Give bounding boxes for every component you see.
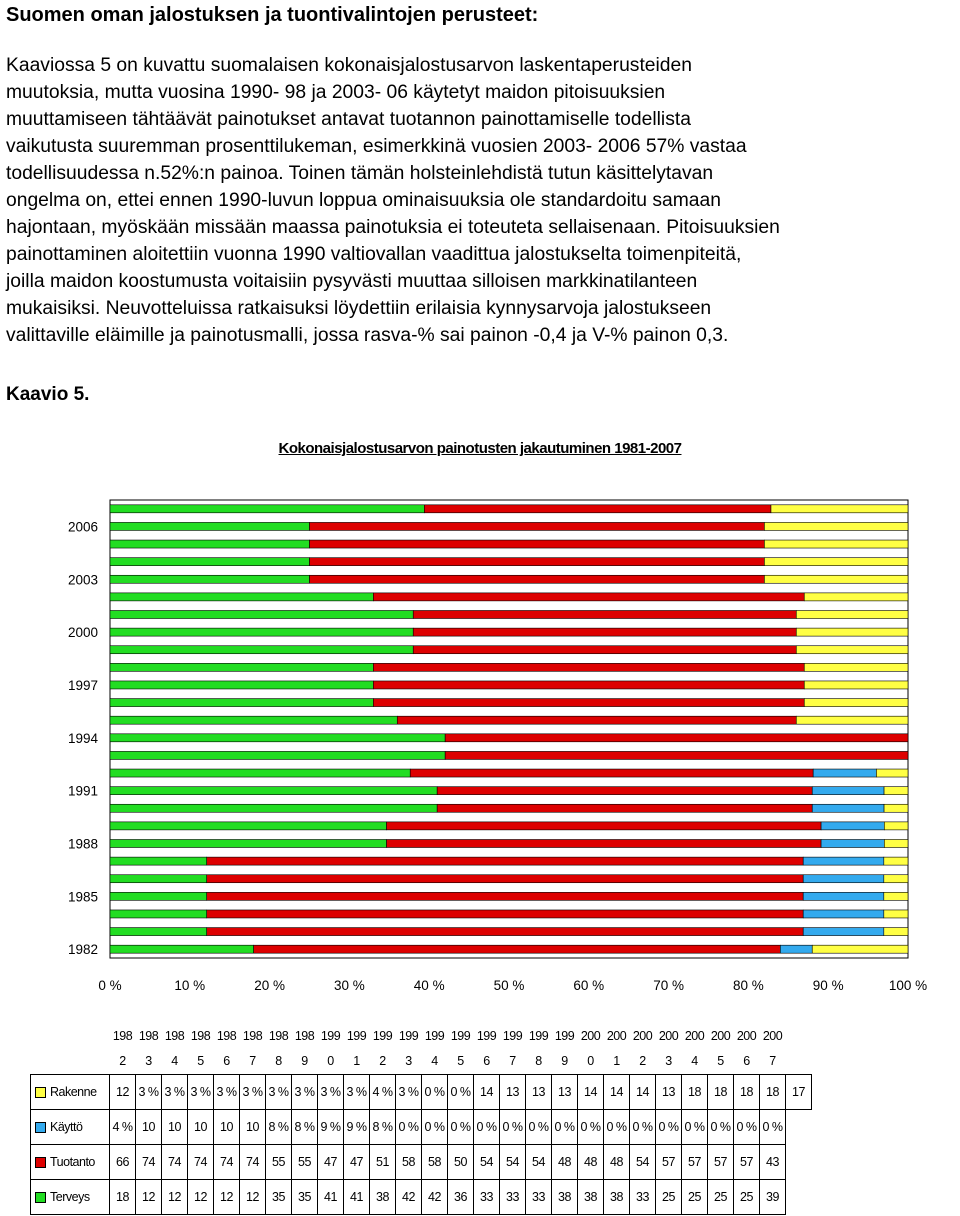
bar-segment-terveys — [110, 804, 437, 812]
table-cell: 3 % — [240, 1075, 266, 1110]
table-cell: 0 % — [682, 1110, 708, 1145]
table-year-header: 198 5 — [190, 1029, 211, 1068]
table-row — [31, 1075, 812, 1110]
x-tick-label: 20 % — [254, 978, 285, 993]
table-year-header: 198 7 — [242, 1029, 263, 1068]
legend-label: Tuotanto — [31, 1145, 110, 1180]
table-year-header: 200 4 — [684, 1029, 705, 1068]
table-year-header: 200 3 — [658, 1029, 679, 1068]
table-year-header: 199 6 — [476, 1029, 497, 1068]
bar-segment-tuotanto — [310, 540, 765, 548]
table-cell: 18 — [734, 1075, 760, 1110]
bar-segment-terveys — [110, 892, 207, 900]
bar-segment-terveys — [110, 663, 373, 671]
table-cell: 4 % — [370, 1075, 396, 1110]
table-cell: 13 — [552, 1075, 578, 1110]
table-year-header: 199 3 — [398, 1029, 419, 1068]
bar-segment-tuotanto — [413, 646, 796, 654]
table-cell: 14 — [474, 1075, 500, 1110]
table-cell: 38 — [552, 1180, 578, 1215]
table-cell: 0 % — [448, 1075, 474, 1110]
bar-segment-terveys — [110, 628, 413, 636]
table-cell: 12 — [136, 1180, 162, 1215]
bar-segment-tuotanto — [413, 611, 796, 619]
paragraph-line: painottaminen aloitettiin vuonna 1990 valtiovallan vaadittua jalostukselta toimenpiteitä, — [6, 244, 742, 265]
bar-segment-tuotanto — [373, 593, 804, 601]
legend-label: Terveys — [31, 1180, 110, 1215]
y-tick-label: 2006 — [67, 519, 98, 535]
x-tick-label: 40 % — [413, 978, 445, 993]
table-cell: 50 — [448, 1145, 474, 1180]
table-cell: 0 % — [448, 1110, 474, 1145]
x-tick-label: 70 % — [653, 978, 684, 993]
table-cell: 10 — [240, 1110, 266, 1145]
bar-segment-rakenne — [884, 910, 908, 918]
table-cell: 42 — [396, 1180, 422, 1215]
table-cell: 47 — [318, 1145, 344, 1180]
table-year-header: 199 1 — [346, 1029, 367, 1068]
table-cell: 13 — [500, 1075, 526, 1110]
y-tick-label: 1982 — [67, 942, 98, 958]
paragraph-line: Kaaviossa 5 on kuvattu suomalaisen kokonaisjalostusarvon laskentaperusteiden — [6, 55, 692, 76]
table-cell: 18 — [708, 1075, 734, 1110]
table-cell: 3 % — [188, 1075, 214, 1110]
bar-segment-terveys — [110, 558, 310, 566]
table-year-header: 198 4 — [164, 1029, 185, 1068]
y-tick-label: 1997 — [67, 677, 98, 693]
paragraph-line: todellisuudessa n.52%:n painoa. Toinen tämän holsteinlehdistä tutun käsittelytavan — [6, 163, 714, 184]
table-year-header: 200 7 — [762, 1029, 783, 1068]
page-heading: Suomen oman jalostuksen ja tuontivalintojen perusteet: — [6, 4, 539, 26]
x-tick-label: 90 % — [812, 978, 844, 993]
table-cell: 0 % — [630, 1110, 656, 1145]
bar-segment-rakenne — [764, 522, 908, 530]
table-cell: 0 % — [500, 1110, 526, 1145]
table-cell: 10 — [162, 1110, 188, 1145]
legend-swatch — [35, 1087, 46, 1098]
bar-segment-terveys — [110, 875, 207, 883]
bar-segment-rakenne — [884, 875, 908, 883]
table-cell: 25 — [734, 1180, 760, 1215]
bar-segment-tuotanto — [310, 575, 765, 583]
bar-segment-terveys — [110, 928, 207, 936]
bar-segment-rakenne — [884, 857, 908, 865]
legend-label: Rakenne — [31, 1075, 110, 1110]
bar-segment-tuotanto — [397, 716, 796, 724]
table-cell: 8 % — [370, 1110, 396, 1145]
table-cell: 33 — [500, 1180, 526, 1215]
table-corner — [31, 1024, 110, 1075]
y-tick-label: 1988 — [67, 836, 98, 852]
table-cell: 58 — [396, 1145, 422, 1180]
y-tick-label: 2000 — [67, 625, 98, 641]
table-year-header: 200 2 — [632, 1029, 653, 1068]
bar-segment-terveys — [110, 681, 373, 689]
table-cell: 9 % — [344, 1110, 370, 1145]
table-year-header: 198 9 — [294, 1029, 315, 1068]
table-cell: 10 — [188, 1110, 214, 1145]
table-year-header: 199 8 — [528, 1029, 549, 1068]
table-row — [31, 1110, 812, 1145]
table-cell: 3 % — [162, 1075, 188, 1110]
bar-segment-tuotanto — [310, 522, 765, 530]
bar-segment-käyttö — [780, 945, 812, 953]
table-cell: 33 — [526, 1180, 552, 1215]
paragraph-line: hajontaan, myöskään missään maassa painotuksia ei toteuteta sellaisenaan. Pitoisuuksien — [6, 217, 780, 238]
bar-segment-tuotanto — [437, 804, 812, 812]
table-year-header: 198 6 — [216, 1029, 237, 1068]
bar-segment-tuotanto — [373, 699, 804, 707]
table-cell: 39 — [760, 1180, 786, 1215]
bar-segment-tuotanto — [437, 787, 812, 795]
table-cell: 57 — [708, 1145, 734, 1180]
table-cell: 55 — [292, 1145, 318, 1180]
table-cell: 33 — [474, 1180, 500, 1215]
table-cell: 74 — [214, 1145, 240, 1180]
table-cell: 74 — [136, 1145, 162, 1180]
table-cell: 3 % — [292, 1075, 318, 1110]
bar-segment-käyttö — [813, 769, 876, 777]
bar-segment-terveys — [110, 611, 413, 619]
table-year-header: 200 6 — [736, 1029, 757, 1068]
table-cell: 38 — [604, 1180, 630, 1215]
paragraph-line: vaikutusta suuremman prosenttilukeman, esimerkkinä vuosien 2003- 2006 57% vastaa — [6, 136, 747, 157]
bar-segment-rakenne — [804, 663, 908, 671]
table-cell: 0 % — [656, 1110, 682, 1145]
table-cell: 13 — [526, 1075, 552, 1110]
table-year-header: 198 3 — [138, 1029, 159, 1068]
bar-segment-terveys — [110, 505, 424, 513]
table-cell: 0 % — [734, 1110, 760, 1145]
table-cell: 18 — [110, 1180, 136, 1215]
table-year-header: 199 7 — [502, 1029, 523, 1068]
table-cell: 41 — [318, 1180, 344, 1215]
table-year-header: 199 2 — [372, 1029, 393, 1068]
bar-segment-rakenne — [771, 505, 908, 513]
table-cell: 8 % — [292, 1110, 318, 1145]
bar-segment-rakenne — [812, 945, 908, 953]
bar-segment-rakenne — [796, 716, 908, 724]
bar-segment-käyttö — [803, 910, 884, 918]
paragraph-line: muuttamiseen tähtäävät painotukset antavat tuotannon painottamiselle todellista — [6, 109, 691, 130]
bar-segment-rakenne — [796, 646, 908, 654]
bar-segment-rakenne — [884, 840, 908, 848]
table-cell: 8 % — [266, 1110, 292, 1145]
y-tick-label: 1994 — [67, 730, 98, 746]
legend-label: Käyttö — [31, 1110, 110, 1145]
bar-segment-rakenne — [876, 769, 908, 777]
table-cell: 3 % — [214, 1075, 240, 1110]
bar-segment-käyttö — [812, 787, 884, 795]
table-cell: 57 — [734, 1145, 760, 1180]
table-cell: 12 — [162, 1180, 188, 1215]
bar-segment-terveys — [110, 822, 387, 830]
table-cell: 38 — [370, 1180, 396, 1215]
table-cell: 36 — [448, 1180, 474, 1215]
bar-segment-käyttö — [803, 892, 884, 900]
table-cell: 47 — [344, 1145, 370, 1180]
bar-segment-rakenne — [884, 787, 908, 795]
table-cell: 57 — [656, 1145, 682, 1180]
table-cell: 3 % — [136, 1075, 162, 1110]
bar-segment-tuotanto — [373, 681, 804, 689]
table-cell: 0 % — [474, 1110, 500, 1145]
bar-segment-terveys — [110, 522, 310, 530]
bar-segment-rakenne — [764, 540, 908, 548]
table-cell: 48 — [604, 1145, 630, 1180]
bar-segment-terveys — [110, 910, 207, 918]
bar-segment-tuotanto — [207, 928, 803, 936]
bar-segment-tuotanto — [445, 734, 908, 742]
x-tick-label: 30 % — [334, 978, 365, 993]
table-cell: 35 — [266, 1180, 292, 1215]
table-cell: 0 % — [396, 1110, 422, 1145]
table-cell: 55 — [266, 1145, 292, 1180]
table-cell: 48 — [578, 1145, 604, 1180]
paragraph-line: valittaville eläimille ja painotusmalli, jossa rasva-% sai painon -0,4 ja V-% painon 0,3. — [6, 325, 729, 346]
bar-segment-terveys — [110, 857, 207, 865]
bar-segment-rakenne — [796, 611, 908, 619]
table-cell: 13 — [656, 1075, 682, 1110]
table-cell: 33 — [630, 1180, 656, 1215]
bar-segment-tuotanto — [310, 558, 765, 566]
table-cell: 38 — [578, 1180, 604, 1215]
table-cell: 25 — [656, 1180, 682, 1215]
table-row — [31, 1180, 812, 1215]
table-year-header: 200 1 — [606, 1029, 627, 1068]
bar-segment-tuotanto — [445, 751, 908, 759]
bar-segment-terveys — [110, 699, 373, 707]
table-cell: 12 — [214, 1180, 240, 1215]
bar-segment-terveys — [110, 840, 387, 848]
table-cell: 4 % — [110, 1110, 136, 1145]
table-cell: 3 % — [396, 1075, 422, 1110]
bar-segment-tuotanto — [413, 628, 796, 636]
table-cell: 74 — [188, 1145, 214, 1180]
bar-segment-rakenne — [884, 928, 908, 936]
table-cell: 54 — [474, 1145, 500, 1180]
bar-segment-rakenne — [804, 681, 908, 689]
bar-segment-terveys — [110, 646, 413, 654]
bar-segment-terveys — [110, 593, 373, 601]
table-cell: 0 % — [708, 1110, 734, 1145]
chart-title: Kokonaisjalostusarvon painotusten jakautuminen 1981-2007 — [278, 440, 682, 457]
bar-segment-tuotanto — [254, 945, 781, 953]
x-tick-label: 10 % — [174, 978, 206, 993]
bar-segment-tuotanto — [373, 663, 804, 671]
table-row — [31, 1145, 812, 1180]
x-tick-label: 0 % — [98, 978, 122, 993]
bar-segment-tuotanto — [387, 840, 822, 848]
bar-segment-terveys — [110, 787, 437, 795]
bar-segment-rakenne — [764, 575, 908, 583]
bar-segment-rakenne — [884, 822, 908, 830]
table-cell: 41 — [344, 1180, 370, 1215]
bar-segment-tuotanto — [207, 910, 803, 918]
plot-frame — [110, 500, 908, 958]
bar-segment-rakenne — [884, 804, 908, 812]
table-cell: 0 % — [552, 1110, 578, 1145]
table-cell: 12 — [188, 1180, 214, 1215]
table-cell: 0 % — [422, 1075, 448, 1110]
bar-segment-terveys — [110, 716, 397, 724]
table-cell: 14 — [604, 1075, 630, 1110]
table-cell: 48 — [552, 1145, 578, 1180]
table-year-header: 200 5 — [710, 1029, 731, 1068]
table-cell: 0 % — [526, 1110, 552, 1145]
table-cell: 14 — [578, 1075, 604, 1110]
bar-segment-terveys — [110, 769, 410, 777]
paragraph-line: joilla maidon koostumusta voitaisiin pysyvästi muuttaa silloisen markkinatilanteen — [6, 271, 698, 292]
table-cell: 3 % — [318, 1075, 344, 1110]
table-year-header: 199 4 — [424, 1029, 445, 1068]
x-tick-label: 100 % — [888, 978, 928, 993]
bar-segment-käyttö — [803, 857, 884, 865]
table-cell: 3 % — [266, 1075, 292, 1110]
table-cell: 14 — [630, 1075, 656, 1110]
bar-segment-käyttö — [812, 804, 884, 812]
paragraph-line: muutoksia, mutta vuosina 1990- 98 ja 2003- 06 käytetyt maidon pitoisuuksien — [6, 82, 666, 103]
table-cell: 0 % — [760, 1110, 786, 1145]
table-cell: 42 — [422, 1180, 448, 1215]
bar-segment-tuotanto — [207, 875, 803, 883]
y-tick-label: 2003 — [67, 572, 98, 588]
bar-segment-tuotanto — [207, 892, 803, 900]
bar-segment-käyttö — [803, 928, 884, 936]
table-year-header: 199 9 — [554, 1029, 575, 1068]
bar-segment-terveys — [110, 945, 254, 953]
bar-segment-terveys — [110, 540, 310, 548]
paragraph-line: mukaisiksi. Neuvotteluissa ratkaisuksi löydettiin erilaisia kynnysarvoja jalostukseen — [6, 298, 712, 319]
table-cell: 0 % — [422, 1110, 448, 1145]
data-table — [30, 1024, 812, 1215]
table-cell: 12 — [240, 1180, 266, 1215]
legend-swatch — [35, 1157, 46, 1168]
paragraph-line: ongelma on, ettei ennen 1990-luvun loppua ominaisuuksia ole standardoitu samaan — [6, 190, 721, 211]
bar-segment-käyttö — [821, 840, 884, 848]
table-year-header: 198 8 — [268, 1029, 289, 1068]
bar-segment-tuotanto — [387, 822, 822, 830]
bar-segment-rakenne — [796, 628, 908, 636]
table-cell: 3 % — [344, 1075, 370, 1110]
bar-segment-tuotanto — [207, 857, 803, 865]
table-cell: 10 — [136, 1110, 162, 1145]
bar-segment-käyttö — [803, 875, 884, 883]
table-cell: 57 — [682, 1145, 708, 1180]
table-cell: 12 — [110, 1075, 136, 1110]
table-cell: 25 — [708, 1180, 734, 1215]
x-tick-label: 60 % — [573, 978, 605, 993]
x-tick-label: 50 % — [493, 978, 525, 993]
legend-swatch — [35, 1122, 46, 1133]
legend-swatch — [35, 1192, 46, 1203]
table-cell: 54 — [526, 1145, 552, 1180]
table-cell: 17 — [786, 1075, 812, 1110]
table-year-header: 200 0 — [580, 1029, 601, 1068]
table-year-header: 199 5 — [450, 1029, 471, 1068]
table-cell: 54 — [500, 1145, 526, 1180]
y-tick-label: 1991 — [67, 783, 98, 799]
figure-label: Kaavio 5. — [6, 384, 90, 405]
table-cell: 18 — [760, 1075, 786, 1110]
table-cell: 9 % — [318, 1110, 344, 1145]
x-tick-label: 80 % — [733, 978, 764, 993]
table-cell: 25 — [682, 1180, 708, 1215]
bar-segment-terveys — [110, 734, 445, 742]
table-year-header: 198 2 — [112, 1029, 133, 1068]
bar-segment-rakenne — [804, 699, 908, 707]
bar-segment-terveys — [110, 751, 445, 759]
bar-segment-terveys — [110, 575, 310, 583]
table-cell: 51 — [370, 1145, 396, 1180]
table-year-header: 199 0 — [320, 1029, 341, 1068]
bar-segment-rakenne — [804, 593, 908, 601]
y-tick-label: 1985 — [67, 889, 98, 905]
table-cell: 0 % — [604, 1110, 630, 1145]
bar-segment-rakenne — [884, 892, 908, 900]
table-cell: 18 — [682, 1075, 708, 1110]
table-cell: 74 — [240, 1145, 266, 1180]
table-cell: 0 % — [578, 1110, 604, 1145]
table-cell: 10 — [214, 1110, 240, 1145]
table-cell: 43 — [760, 1145, 786, 1180]
bar-segment-käyttö — [821, 822, 884, 830]
table-cell: 58 — [422, 1145, 448, 1180]
bar-segment-rakenne — [764, 558, 908, 566]
table-cell: 74 — [162, 1145, 188, 1180]
table-cell: 66 — [110, 1145, 136, 1180]
bar-segment-tuotanto — [410, 769, 813, 777]
table-cell: 35 — [292, 1180, 318, 1215]
table-cell: 54 — [630, 1145, 656, 1180]
bar-segment-tuotanto — [424, 505, 771, 513]
